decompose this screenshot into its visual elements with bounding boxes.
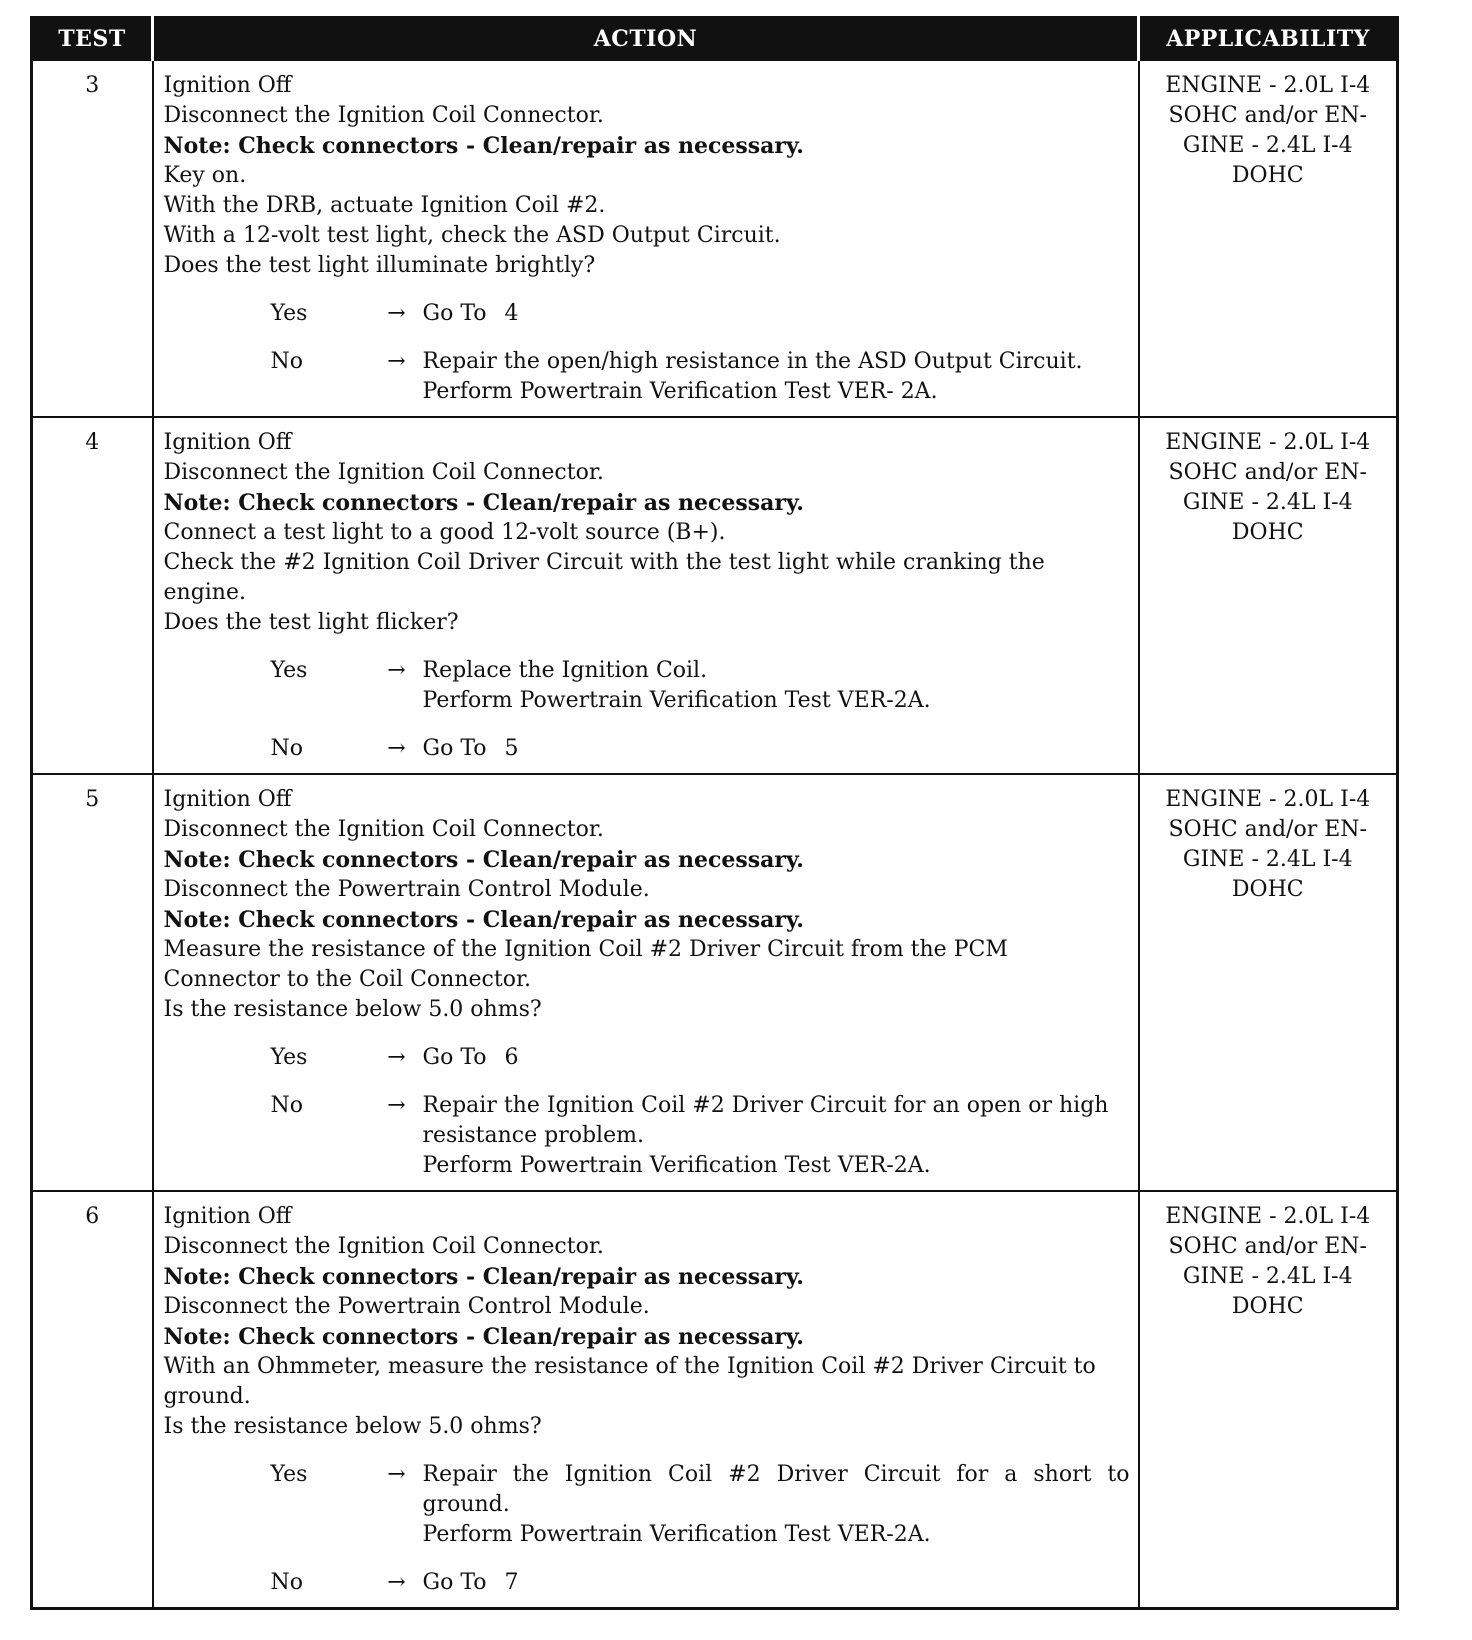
- result-body: [423, 1460, 1130, 1550]
- action-note: Note: Check connectors - Clean/repair as necessary.: [163, 1324, 804, 1350]
- applicability-line: ENGINE - 2.0L I-4: [1165, 1204, 1371, 1229]
- applicability-line: SOHC and/or EN-: [1168, 1234, 1367, 1259]
- action-step: Disconnect the Powertrain Control Module.: [163, 877, 650, 902]
- action-step: Disconnect the Ignition Coil Connector.: [163, 103, 604, 128]
- applicability-line: GINE - 2.4L I-4: [1182, 490, 1353, 515]
- arrow-icon: →: [387, 1462, 406, 1487]
- goto-label: Go To: [422, 1045, 487, 1070]
- action-step: Connector to the Coil Connector.: [163, 967, 532, 992]
- action-cell: [153, 1191, 1139, 1609]
- result-instruction: Perform Powertrain Verification Test VER-2A.: [422, 1153, 931, 1178]
- result-instruction: Repair the Ignition Coil #2 Driver Circuit for a short to ground.: [422, 1462, 1130, 1517]
- action-cell: [153, 60, 1139, 417]
- results-block: [164, 299, 1130, 407]
- test-row: [32, 1191, 1398, 1609]
- applicability-line: SOHC and/or EN-: [1168, 460, 1367, 485]
- applicability-line: ENGINE - 2.0L I-4: [1165, 73, 1371, 98]
- table-body: [32, 60, 1398, 1609]
- applicability-line: GINE - 2.4L I-4: [1182, 133, 1353, 158]
- goto-step-number: 6: [504, 1045, 519, 1070]
- action-step: Disconnect the Powertrain Control Module.: [163, 1294, 650, 1319]
- action-cell: [153, 774, 1139, 1191]
- result-body: [423, 734, 1130, 764]
- action-step: Disconnect the Ignition Coil Connector.: [163, 817, 604, 842]
- arrow-icon: →: [387, 301, 406, 326]
- action-step: Ignition Off: [163, 787, 292, 812]
- result-body: [423, 1091, 1130, 1181]
- arrow-icon: →: [387, 1093, 406, 1118]
- action-step: Is the resistance below 5.0 ohms?: [163, 997, 542, 1022]
- action-cell: [153, 417, 1139, 774]
- answer-label: Yes: [270, 658, 308, 683]
- applicability-line: DOHC: [1231, 520, 1304, 545]
- yes-result: [164, 656, 1130, 716]
- test-row: [32, 774, 1398, 1191]
- answer-label: No: [270, 1570, 303, 1595]
- action-note: Note: Check connectors - Clean/repair as necessary.: [163, 847, 804, 873]
- action-note: Note: Check connectors - Clean/repair as necessary.: [163, 133, 804, 159]
- goto-step-number: 5: [504, 736, 519, 761]
- no-result: [164, 1568, 1130, 1598]
- result-body: [423, 299, 1130, 329]
- action-step: Is the resistance below 5.0 ohms?: [163, 1414, 542, 1439]
- yes-result: [164, 299, 1130, 329]
- result-instruction: Perform Powertrain Verification Test VER-2A.: [422, 688, 931, 713]
- action-step: Check the #2 Ignition Coil Driver Circuit with the test light while cranking the: [163, 550, 1045, 575]
- answer-label: Yes: [270, 1462, 308, 1487]
- action-note: Note: Check connectors - Clean/repair as necessary.: [163, 907, 804, 933]
- arrow-icon: →: [387, 1570, 406, 1595]
- goto-step-number: 7: [504, 1570, 519, 1595]
- applicability-line: DOHC: [1231, 163, 1304, 188]
- applicability-line: SOHC and/or EN-: [1168, 103, 1367, 128]
- action-step: Ignition Off: [163, 430, 292, 455]
- action-step: engine.: [163, 580, 246, 605]
- applicability-cell: [1139, 1191, 1398, 1609]
- header-action: ACTION: [153, 18, 1139, 61]
- test-row: [32, 417, 1398, 774]
- action-step: With a 12-volt test light, check the ASD Output Circuit.: [163, 223, 781, 248]
- applicability-line: GINE - 2.4L I-4: [1182, 847, 1353, 872]
- test-number: 3: [32, 60, 153, 417]
- answer-label: Yes: [270, 301, 308, 326]
- action-step: Disconnect the Ignition Coil Connector.: [163, 460, 604, 485]
- goto-label: Go To: [422, 301, 487, 326]
- header-row: [32, 18, 1398, 61]
- diagnostic-test-table: [30, 16, 1399, 1610]
- action-step: With the DRB, actuate Ignition Coil #2.: [163, 193, 606, 218]
- action-step: Disconnect the Ignition Coil Connector.: [163, 1234, 604, 1259]
- result-body: [423, 347, 1130, 407]
- applicability-cell: [1139, 774, 1398, 1191]
- no-result: [164, 347, 1130, 407]
- action-note: Note: Check connectors - Clean/repair as necessary.: [163, 1264, 804, 1290]
- applicability-cell: [1139, 60, 1398, 417]
- results-block: [164, 1043, 1130, 1181]
- yes-result: [164, 1460, 1130, 1550]
- action-step: Does the test light flicker?: [163, 610, 459, 635]
- action-step: Measure the resistance of the Ignition Coil #2 Driver Circuit from the PCM: [163, 937, 1008, 962]
- applicability-line: GINE - 2.4L I-4: [1182, 1264, 1353, 1289]
- results-block: [164, 1460, 1130, 1598]
- goto-label: Go To: [422, 736, 487, 761]
- arrow-icon: →: [387, 349, 406, 374]
- action-step: Key on.: [163, 163, 247, 188]
- applicability-line: DOHC: [1231, 1294, 1304, 1319]
- applicability-line: ENGINE - 2.0L I-4: [1165, 430, 1371, 455]
- answer-label: Yes: [270, 1045, 308, 1070]
- answer-label: No: [270, 349, 303, 374]
- result-instruction: Perform Powertrain Verification Test VER- 2A.: [422, 379, 938, 404]
- yes-result: [164, 1043, 1130, 1073]
- test-number: 5: [32, 774, 153, 1191]
- goto-step-number: 4: [504, 301, 519, 326]
- action-step: Ignition Off: [163, 1204, 292, 1229]
- applicability-line: DOHC: [1231, 877, 1304, 902]
- no-result: [164, 1091, 1130, 1181]
- action-step: Ignition Off: [163, 73, 292, 98]
- test-number: 4: [32, 417, 153, 774]
- result-instruction: resistance problem.: [422, 1123, 644, 1148]
- applicability-line: SOHC and/or EN-: [1168, 817, 1367, 842]
- result-instruction: Repair the open/high resistance in the ASD Output Circuit.: [422, 349, 1083, 374]
- result-instruction: Replace the Ignition Coil.: [422, 658, 708, 683]
- result-instruction: Perform Powertrain Verification Test VER-2A.: [422, 1522, 931, 1547]
- arrow-icon: →: [387, 736, 406, 761]
- header-applicability: APPLICABILITY: [1139, 18, 1398, 61]
- action-step: ground.: [163, 1384, 251, 1409]
- no-result: [164, 734, 1130, 764]
- action-note: Note: Check connectors - Clean/repair as necessary.: [163, 490, 804, 516]
- test-number: 6: [32, 1191, 153, 1609]
- arrow-icon: →: [387, 1045, 406, 1070]
- action-step: Connect a test light to a good 12-volt source (B+).: [163, 520, 726, 545]
- action-step: With an Ohmmeter, measure the resistance of the Ignition Coil #2 Driver Circuit to: [163, 1354, 1096, 1379]
- result-body: [423, 656, 1130, 716]
- result-body: [423, 1568, 1130, 1598]
- result-instruction: Repair the Ignition Coil #2 Driver Circuit for an open or high: [422, 1093, 1109, 1118]
- action-step: Does the test light illuminate brightly?: [163, 253, 596, 278]
- answer-label: No: [270, 1093, 303, 1118]
- applicability-line: ENGINE - 2.0L I-4: [1165, 787, 1371, 812]
- result-body: [423, 1043, 1130, 1073]
- applicability-cell: [1139, 417, 1398, 774]
- goto-label: Go To: [422, 1570, 487, 1595]
- test-row: [32, 60, 1398, 417]
- results-block: [164, 656, 1130, 764]
- header-test: TEST: [32, 18, 153, 61]
- arrow-icon: →: [387, 658, 406, 683]
- answer-label: No: [270, 736, 303, 761]
